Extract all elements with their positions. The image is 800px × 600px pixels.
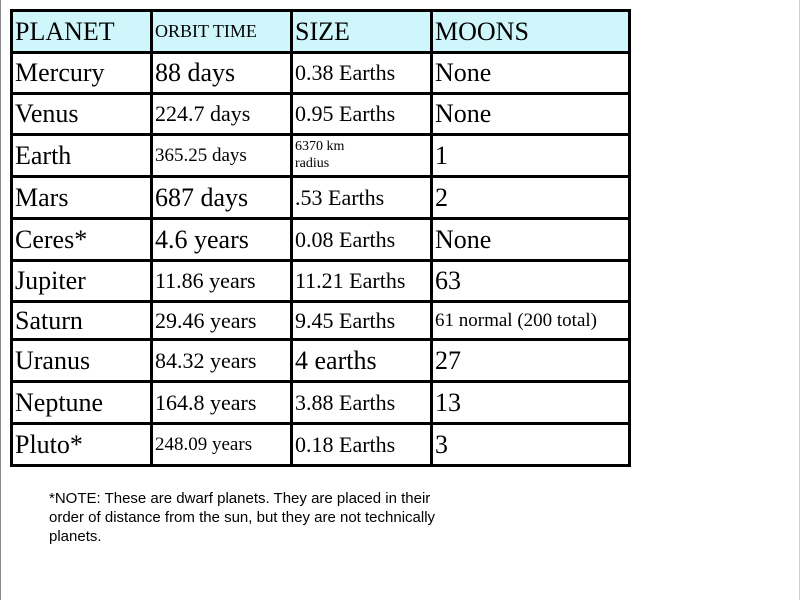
orbit-time-cell: 224.7 days	[152, 94, 292, 135]
size-cell-text: 6370 km radius	[295, 139, 345, 171]
moons-cell: 61 normal (200 total)	[432, 302, 630, 340]
table-row	[12, 135, 630, 177]
size-cell: 4 earths	[292, 340, 432, 382]
planet-name-cell: Jupiter	[12, 261, 152, 302]
moons-cell: 3	[432, 424, 630, 466]
orbit-time-cell: 687 days	[152, 177, 292, 219]
orbit-time-cell: 84.32 years	[152, 340, 292, 382]
orbit-time-cell: 88 days	[152, 53, 292, 94]
orbit-time-cell: 365.25 days	[152, 135, 292, 177]
planet-name-cell: Ceres*	[12, 219, 152, 261]
size-cell: 3.88 Earths	[292, 382, 432, 424]
moons-cell: None	[432, 94, 630, 135]
size-cell: 11.21 Earths	[292, 261, 432, 302]
size-cell: 0.95 Earths	[292, 94, 432, 135]
table-row	[12, 94, 630, 135]
planet-name-cell: Neptune	[12, 382, 152, 424]
moons-cell: 63	[432, 261, 630, 302]
planet-name-cell: Mercury	[12, 53, 152, 94]
table-row	[12, 177, 630, 219]
header-moons: MOONS	[432, 11, 630, 53]
moons-cell: None	[432, 53, 630, 94]
dwarf-planet-note: *NOTE: These are dwarf planets. They are placed in their order of distance from the sun, but they are not technically planets.	[49, 490, 436, 545]
orbit-time-cell: 11.86 years	[152, 261, 292, 302]
moons-cell: None	[432, 219, 630, 261]
planet-name-cell: Uranus	[12, 340, 152, 382]
table-row	[12, 302, 630, 340]
orbit-time-cell: 248.09 years	[152, 424, 292, 466]
moons-cell: 13	[432, 382, 630, 424]
table-row	[12, 424, 630, 466]
table-header-row	[12, 11, 630, 53]
moons-cell: 1	[432, 135, 630, 177]
size-cell: 9.45 Earths	[292, 302, 432, 340]
planet-name-cell: Saturn	[12, 302, 152, 340]
size-cell: 0.18 Earths	[292, 424, 432, 466]
planet-name-cell: Mars	[12, 177, 152, 219]
orbit-time-cell: 164.8 years	[152, 382, 292, 424]
header-orbit-time: ORBIT TIME	[152, 11, 292, 53]
size-cell	[292, 135, 432, 177]
planet-name-cell: Earth	[12, 135, 152, 177]
table-row	[12, 53, 630, 94]
table-row	[12, 382, 630, 424]
size-cell: 0.08 Earths	[292, 219, 432, 261]
header-planet: PLANET	[12, 11, 152, 53]
moons-cell: 2	[432, 177, 630, 219]
header-size: SIZE	[292, 11, 432, 53]
page-left-edge	[0, 0, 1, 600]
size-cell: 0.38 Earths	[292, 53, 432, 94]
table-row	[12, 219, 630, 261]
planet-table	[10, 9, 631, 467]
table-row	[12, 340, 630, 382]
size-cell: .53 Earths	[292, 177, 432, 219]
planet-name-cell: Pluto*	[12, 424, 152, 466]
moons-cell: 27	[432, 340, 630, 382]
planet-name-cell: Venus	[12, 94, 152, 135]
orbit-time-cell: 29.46 years	[152, 302, 292, 340]
table-row	[12, 261, 630, 302]
orbit-time-cell: 4.6 years	[152, 219, 292, 261]
